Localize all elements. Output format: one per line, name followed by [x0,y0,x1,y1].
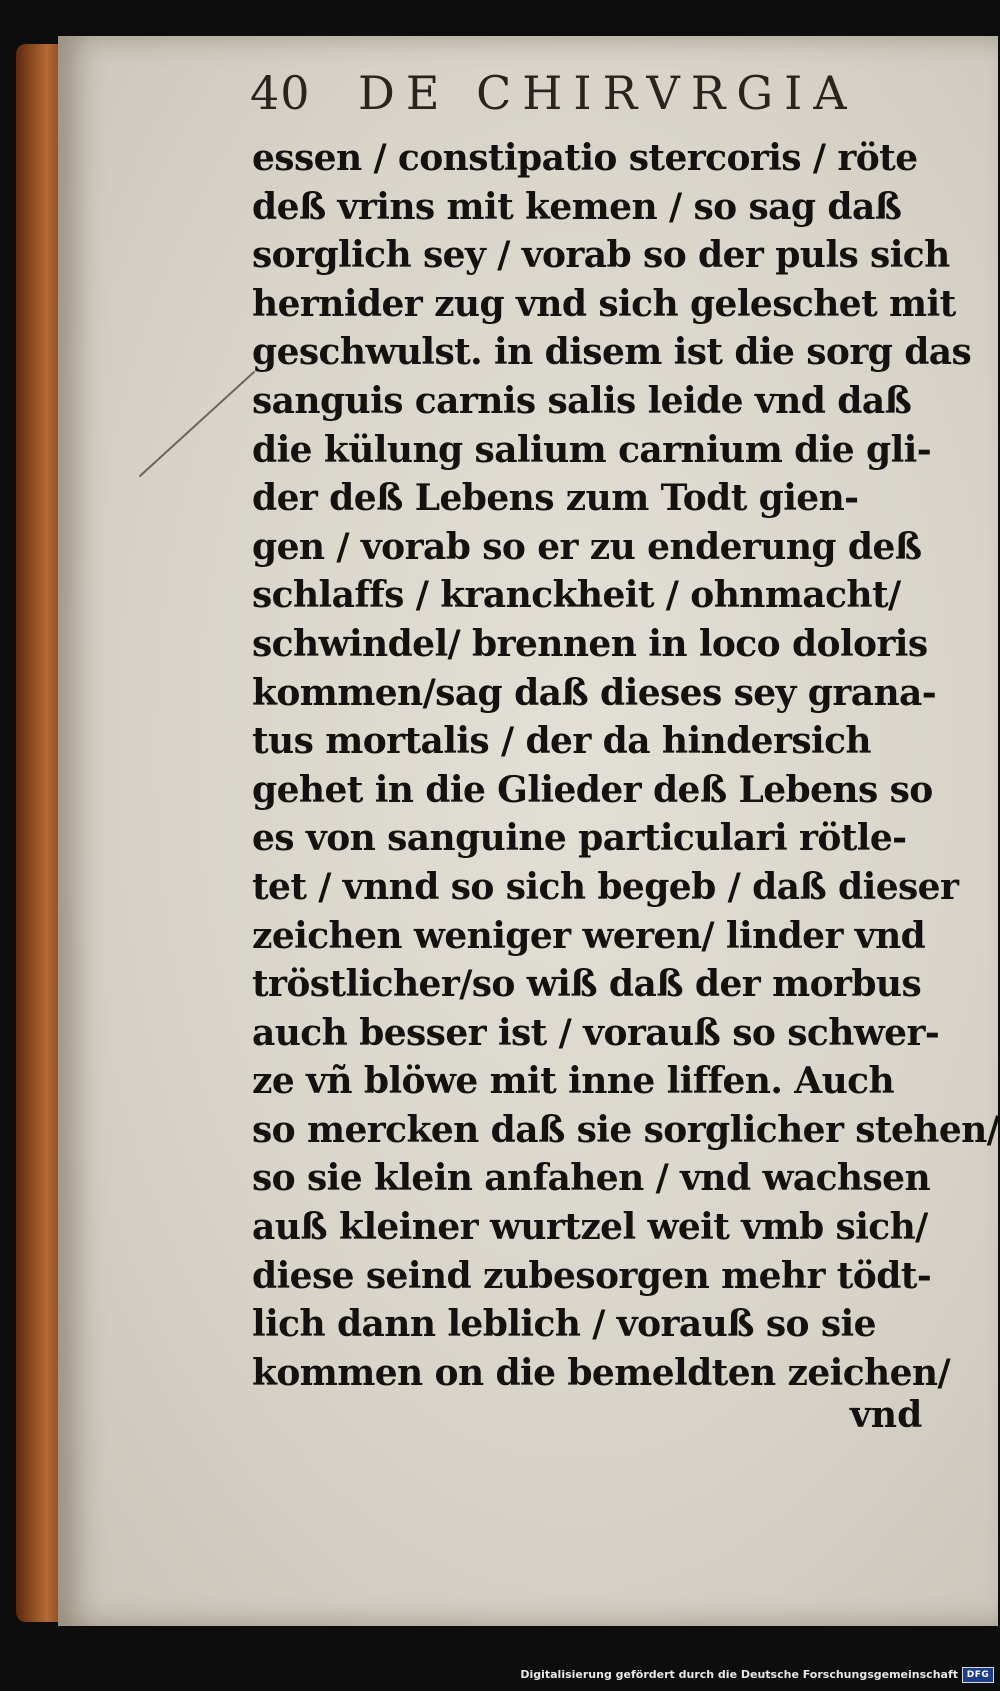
text-line: tet / vnnd so sich begeb / daß dieser [252,865,959,908]
text-line: gehet in die Glieder deß Lebens so [252,768,933,811]
text-line: auß kleiner wurtzel weit vmb sich/ [252,1206,928,1249]
page-number: 40 [250,66,311,120]
text-line: tröstlicher/so wiß daß der morbus [252,963,922,1006]
funding-credit: Digitalisierung gefördert durch die Deutsche Forschungsgemeinschaft [520,1668,958,1681]
text-line: essen / constipatio stercoris / röte [252,137,918,179]
text-line: kommen/sag daß dieses sey grana- [252,671,937,714]
text-line: kommen on die bemeldten zeichen/ [252,1351,951,1394]
text-line: geschwulst. in disem ist die sorg das [252,331,972,374]
running-head: DE CHIRVRGIA [358,66,858,120]
text-line: der deß Lebens zum Todt gien- [252,477,859,520]
text-line: auch besser ist / vorauß so schwer- [252,1011,940,1054]
text-line: lich dann leblich / vorauß so sie [252,1303,876,1346]
text-line: sorglich sey / vorab so der puls sich [252,234,950,277]
pencil-mark [136,370,256,480]
text-line: hernider zug vnd sich geleschet mit [252,282,956,325]
text-line: die külung salium carnium die gli- [252,428,932,471]
digitization-footer [0,1664,1000,1691]
text-line: schlaffs / kranckheit / ohnmacht/ [252,574,901,617]
text-line: ze vñ blöwe mit inne liffen. Auch [252,1060,895,1103]
catchword: vnd [850,1394,923,1436]
text-line: so mercken daß sie sorglicher stehen/ [252,1108,1000,1151]
text-line: diese seind zubesorgen mehr tödt- [252,1254,932,1297]
text-line: zeichen weniger weren/ linder vnd [252,914,926,957]
text-line: schwindel/ brennen in loco doloris [252,622,928,665]
text-line: so sie klein anfahen / vnd wachsen [252,1157,931,1200]
text-line: tus mortalis / der da hindersich [252,720,871,763]
text-line: deß vrins mit kemen / so sag daß [252,185,902,228]
text-line: es von sanguine particulari rötle- [252,817,907,860]
text-block [252,134,1000,1397]
dfg-logo-text: DFG [966,1670,990,1680]
dfg-logo [962,1667,994,1683]
text-line: sanguis carnis salis leide vnd daß [252,379,912,422]
page-header [250,66,940,136]
text-line: gen / vorab so er zu enderung deß [252,525,922,568]
